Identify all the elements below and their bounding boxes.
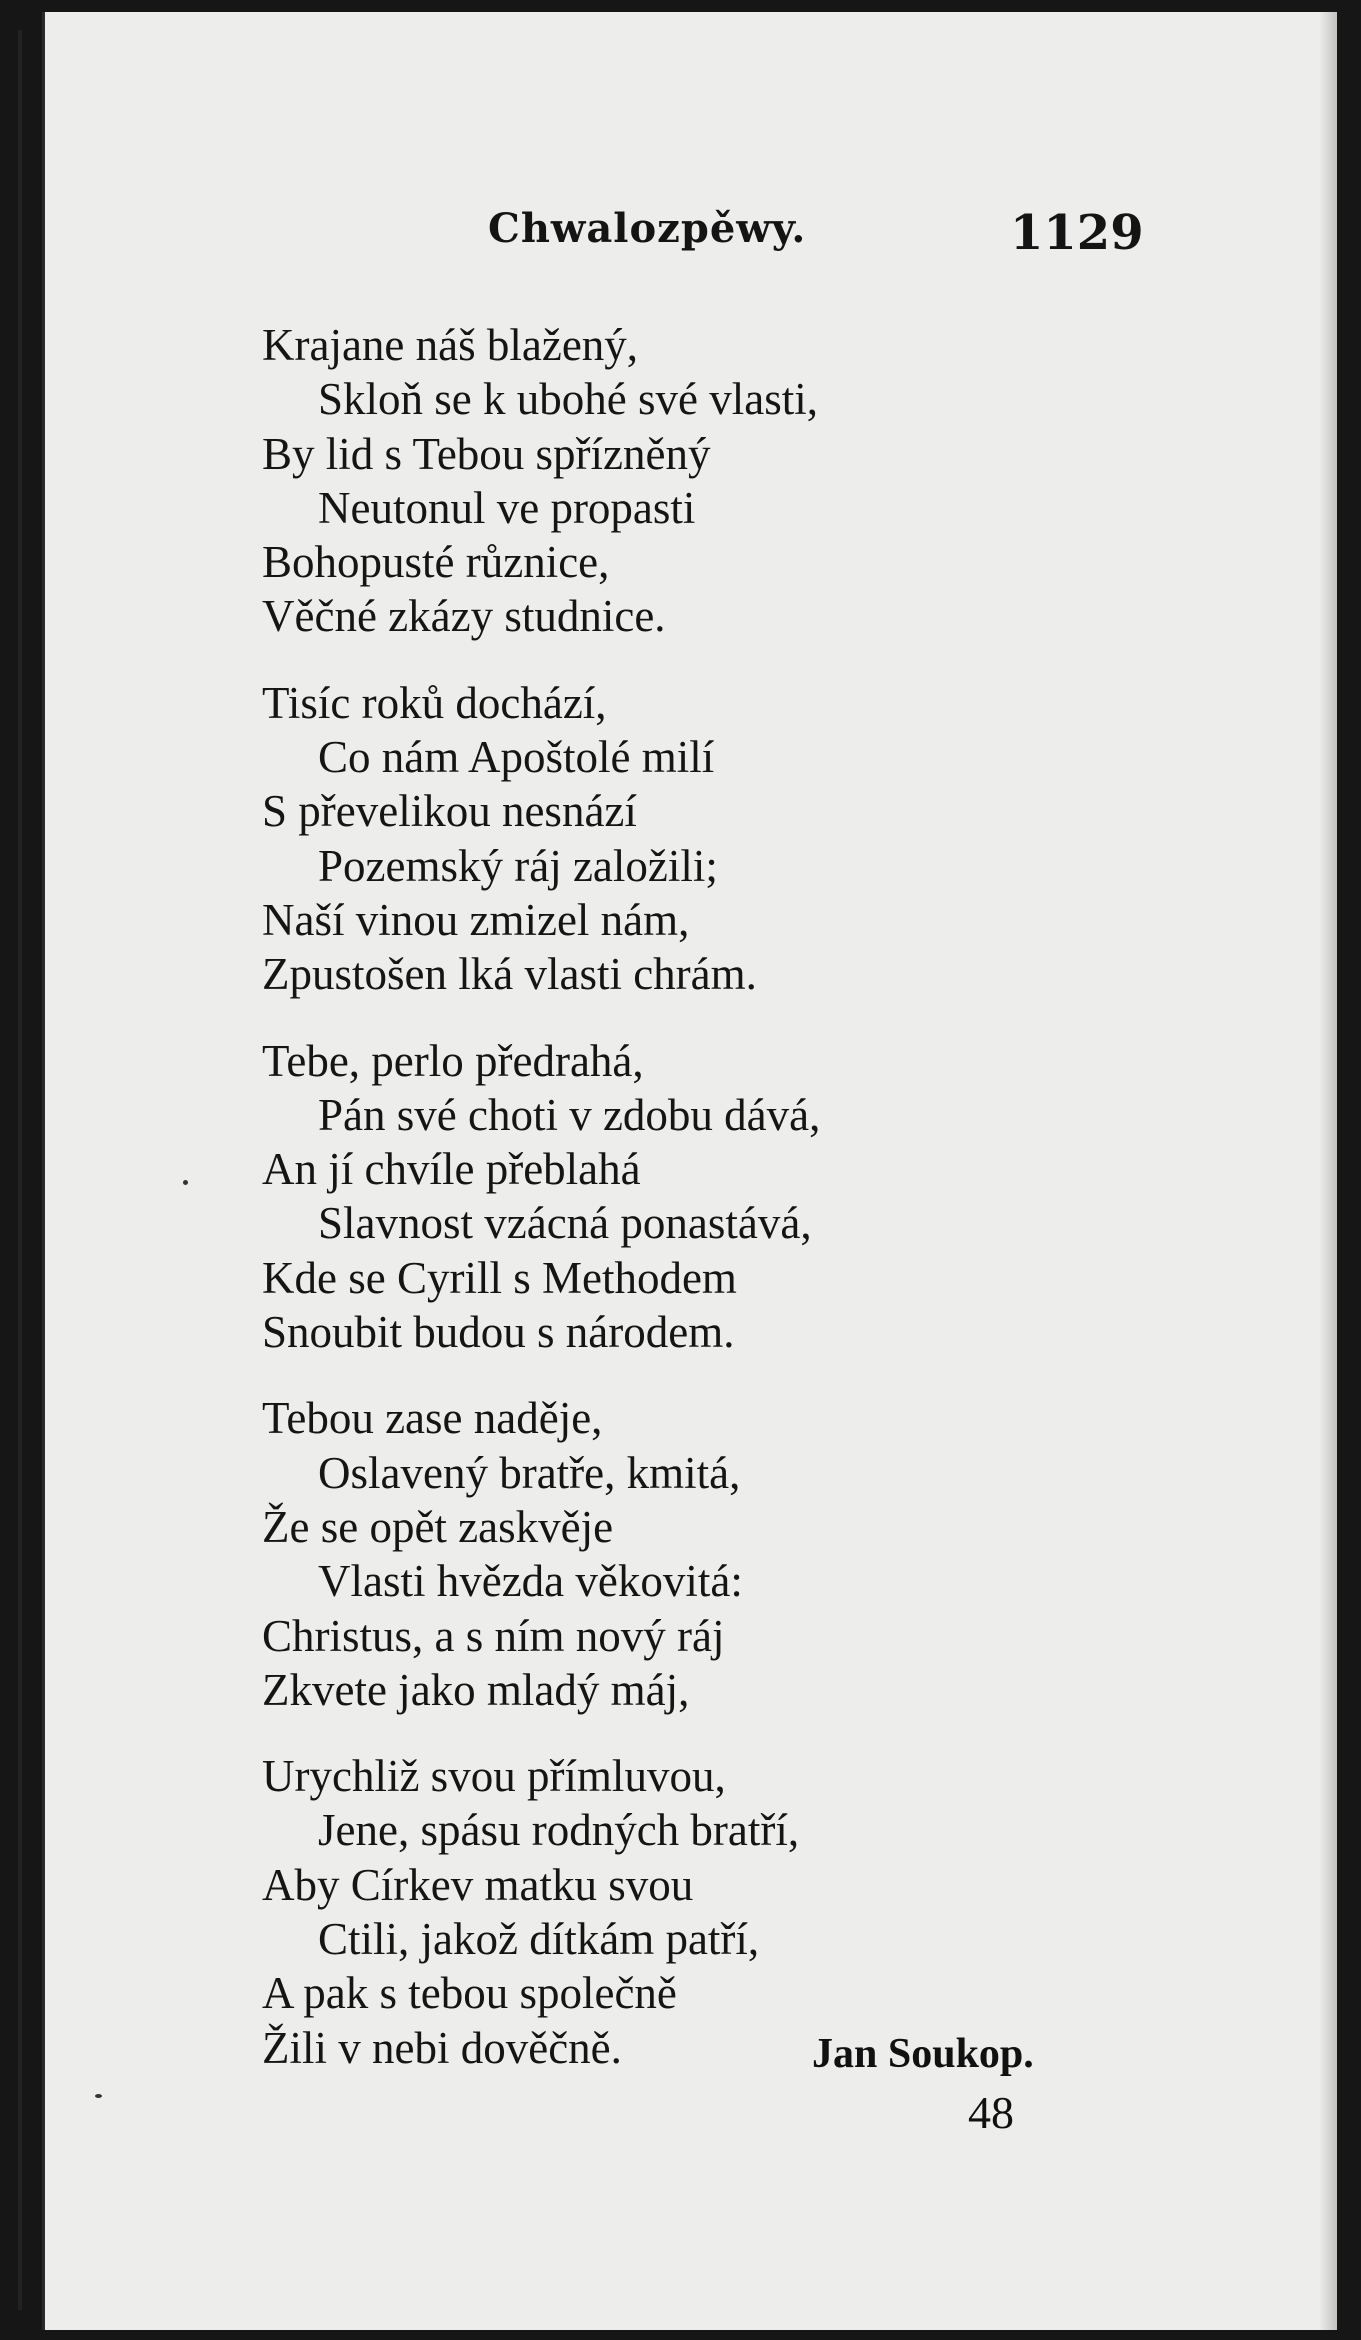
verse-line: A pak s tebou společně	[262, 1968, 677, 2019]
running-header-title: Chwalozpěwy.	[488, 205, 807, 252]
verse-line: Co nám Apoštolé milí	[318, 732, 715, 783]
printer-signature-mark: 48	[968, 2087, 1014, 2138]
verse-line: Vlasti hvězda věkovitá:	[318, 1556, 743, 1607]
verse-line: By lid s Tebou spřízněný	[262, 428, 711, 479]
ink-speck	[95, 2094, 102, 2098]
verse-line: Krajane náš blažený,	[262, 320, 639, 370]
verse-line: Naší vinou zmizel nám,	[262, 894, 690, 945]
verse-line: Christus, a s ním nový ráj	[262, 1610, 725, 1661]
verse-line: Bohopusté různice,	[262, 537, 610, 588]
verse-line: Neutonul ve propasti	[318, 482, 696, 533]
verse-line: Slavnost vzácná ponastává,	[318, 1198, 812, 1249]
verse-line: Snoubit budou s národem.	[262, 1307, 735, 1358]
author-signature: Jan Soukop.	[812, 2031, 1034, 2077]
verse-line: Urychliž svou přímluvou,	[262, 1751, 726, 1802]
stanza	[262, 318, 820, 644]
verse-line: S převelikou nesnází	[262, 786, 637, 837]
page-edge-shadow	[1319, 12, 1337, 2330]
verse-line: Pozemský ráj založili;	[318, 840, 718, 891]
verse-line: Jene, spásu rodných bratří,	[318, 1805, 800, 1856]
verse-line: An jí chvíle přeblahá	[262, 1144, 641, 1195]
verse-line: Oslavený bratře, kmitá,	[318, 1447, 741, 1498]
stanza	[262, 1034, 820, 1360]
verse-line: Ctili, jakož dítkám patří,	[318, 1914, 760, 1965]
book-spine-edge	[18, 30, 22, 2310]
stanza	[262, 1391, 820, 1717]
poem-body	[262, 318, 820, 2107]
stanza	[262, 1749, 820, 2075]
stanza	[262, 676, 820, 1002]
verse-line: Zkvete jako mladý máj,	[262, 1664, 690, 1715]
verse-line: Pán své choti v zdobu dává,	[318, 1089, 821, 1140]
verse-line: Tebou zase naděje,	[262, 1393, 603, 1444]
verse-line: Zpustošen lká vlasti chrám.	[262, 949, 757, 1000]
ink-speck	[183, 1180, 188, 1185]
verse-line: Že se opět zaskvěje	[262, 1501, 614, 1552]
verse-line: Skloň se k ubohé své vlasti,	[318, 374, 818, 425]
verse-line: Aby Církev matku svou	[262, 1859, 694, 1910]
verse-line: Tebe, perlo předrahá,	[262, 1035, 644, 1086]
verse-line: Žili v nebi dověčně.	[262, 2022, 622, 2073]
verse-line: Věčné zkázy studnice.	[262, 591, 666, 642]
page-number: 1129	[1010, 205, 1144, 261]
verse-line: Kde se Cyrill s Methodem	[262, 1252, 737, 1303]
verse-line: Tisíc roků dochází,	[262, 677, 607, 728]
